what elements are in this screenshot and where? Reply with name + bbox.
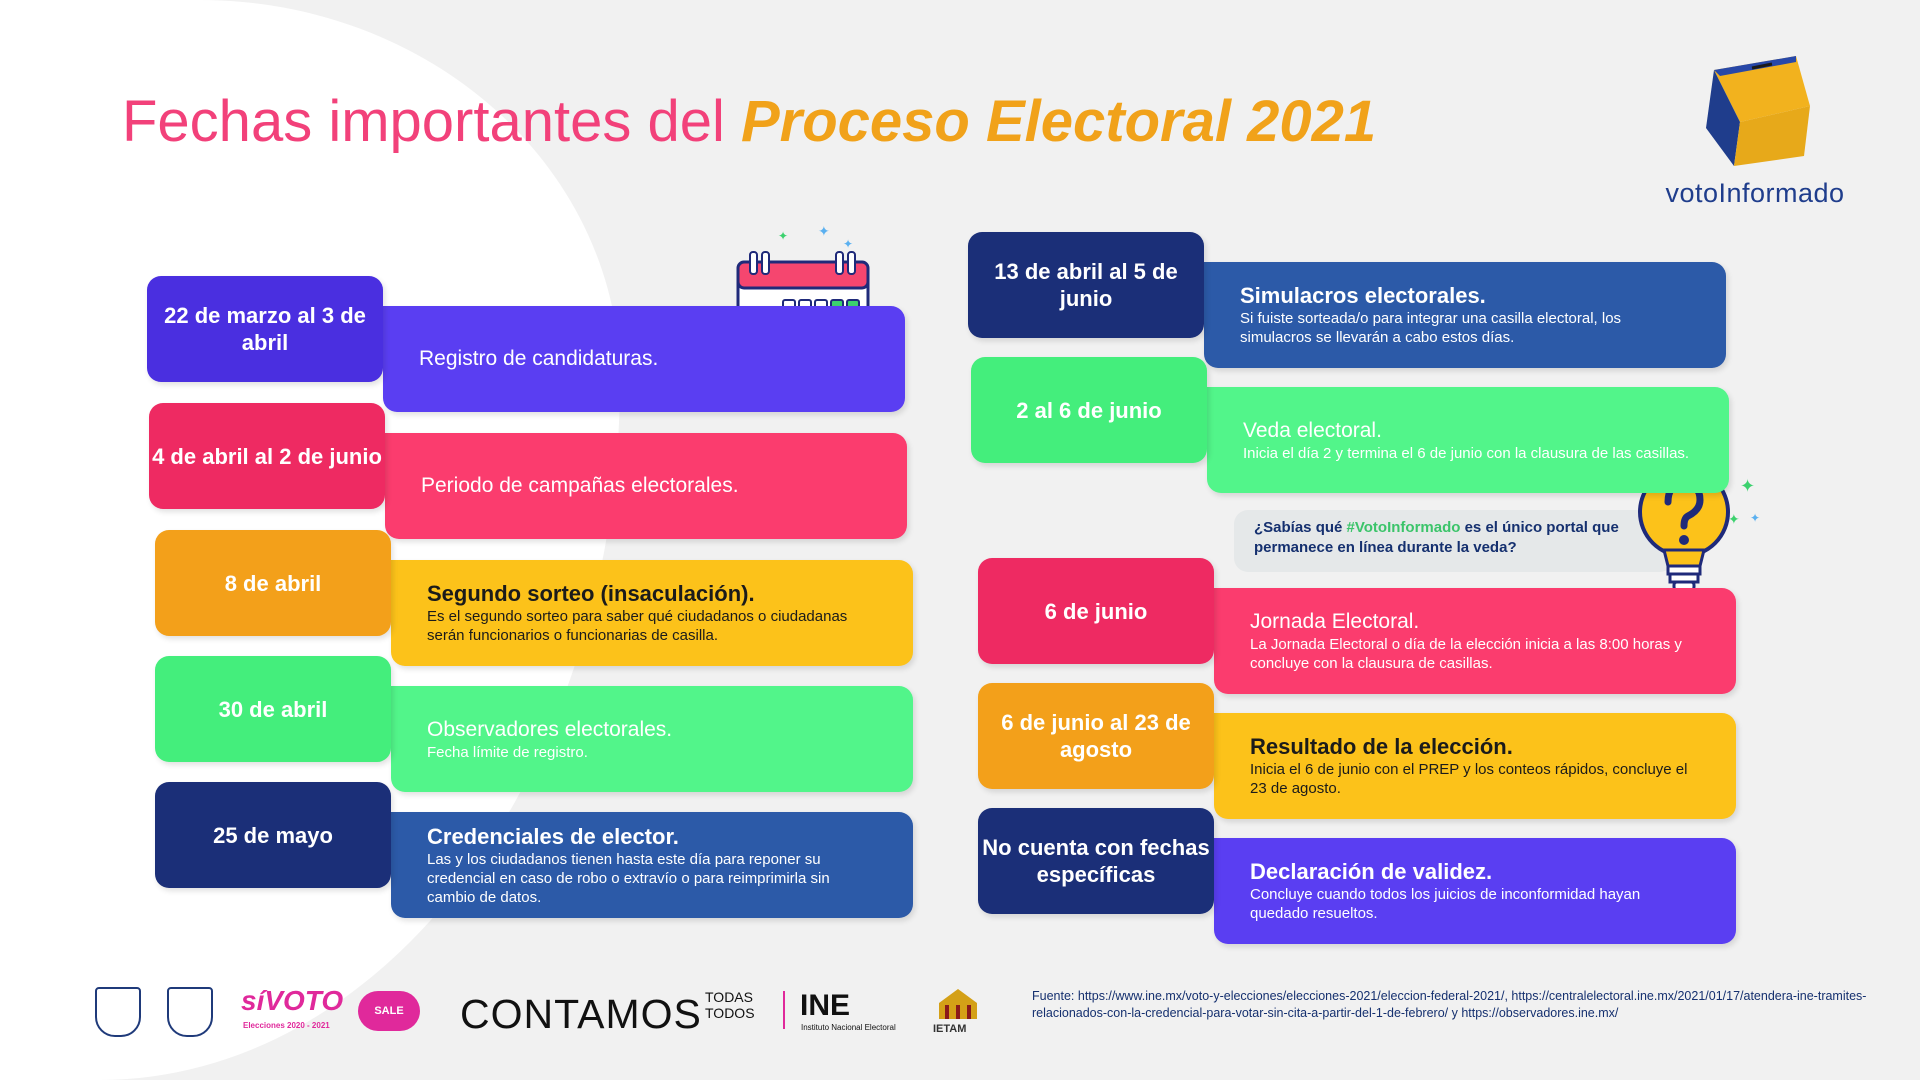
description-box (391, 560, 913, 666)
date-label: 6 de junio (978, 558, 1214, 664)
item-heading: Simulacros electorales. (1240, 283, 1486, 308)
title-part1: Fechas importantes del (122, 89, 741, 154)
item-body: La Jornada Electoral o día de la elección inicia a las 8:00 horas y concluye con la clausura de casillas. (1250, 636, 1682, 672)
description-box (391, 686, 913, 792)
item-body: Es el segundo sorteo para saber qué ciudadanos o ciudadanas serán funcionarios o funcionarias de casilla. (427, 608, 848, 644)
description-box (1214, 588, 1736, 694)
ietam-emblem-icon (935, 985, 981, 1021)
unam-shield-icon (95, 987, 141, 1037)
item-body: Si fuiste sorteada/o para integrar una casilla electoral, los simulacros se llevarán a cabo estos días. (1240, 310, 1622, 346)
ballot-box-icon (1700, 56, 1820, 166)
date-label: 25 de mayo (155, 782, 391, 888)
tip-hashtag: #VotoInformado (1346, 519, 1461, 536)
item-heading: Declaración de validez. (1250, 859, 1493, 884)
ietam-logo: IETAM (933, 1023, 967, 1035)
svg-text:✦: ✦ (843, 237, 854, 251)
description-box (385, 433, 907, 539)
svg-text:✦: ✦ (1728, 512, 1740, 528)
item-heading: Jornada Electoral. (1250, 610, 1420, 633)
date-label: 13 de abril al 5 de junio (968, 232, 1204, 338)
item-body: Las y los ciudadanos tienen hasta este día para reponer su credencial en caso de robo o extravío o para reimprimirla sin cambio de datos. (427, 850, 830, 906)
item-body: Fecha límite de registro. (427, 743, 588, 761)
description-box (391, 812, 913, 918)
si-voto-logo: síVOTO (241, 985, 344, 1016)
title-highlight: Proceso Electoral 2021 (740, 89, 1377, 154)
ine-subtitle: Instituto Nacional Electoral (801, 1023, 896, 1032)
item-heading: Periodo de campañas electorales. (421, 474, 739, 497)
contamos-logo: CONTAMOS (460, 991, 702, 1037)
date-label: No cuenta con fechas específicas (978, 808, 1214, 914)
svg-text:✦: ✦ (1750, 511, 1761, 525)
item-heading: Credenciales de elector. (427, 823, 679, 849)
item-heading: Observadores electorales. (427, 717, 673, 741)
date-label: 8 de abril (155, 530, 391, 636)
divider (783, 991, 785, 1029)
item-body: Concluye cuando todos los juicios de inconformidad hayan quedado resueltos. (1250, 886, 1641, 922)
item-heading: Registro de candidaturas. (419, 347, 659, 370)
voto-sale-logo: SALE (358, 991, 420, 1031)
date-label: 4 de abril al 2 de junio (149, 403, 385, 509)
source-citation: Fuente: https://www.ine.mx/voto-y-elecciones/elecciones-2021/eleccion-federal-2021/, https://centralelectoral.ine.mx/2021/01/17/atendera-ine-tramites-relacionados-con-la-credencial-para-votar-sin-cita-a-partir-del-1-de-febrero/ y https://observadores.ine.mx/ (1032, 989, 1867, 1020)
contamos-sub-line1: TODAS (705, 989, 753, 1005)
did-you-know-tip (1234, 510, 1674, 572)
date-label: 2 al 6 de junio (971, 357, 1207, 463)
svg-text:✦: ✦ (778, 229, 789, 243)
date-label: 6 de junio al 23 de agosto (978, 683, 1214, 789)
description-box (1214, 713, 1736, 819)
item-body: Inicia el día 2 y termina el 6 de junio con la clausura de las casillas. (1243, 444, 1690, 462)
description-box (1207, 387, 1729, 493)
tip-text-end: es el único portal que permanece en línea durante la veda? (1254, 519, 1619, 556)
svg-text:✦: ✦ (818, 224, 830, 240)
contamos-subtitle (705, 989, 755, 1021)
date-label: 30 de abril (155, 656, 391, 762)
description-box (1204, 262, 1726, 368)
si-voto-subtitle: Elecciones 2020 - 2021 (243, 1021, 330, 1030)
tip-text-start: ¿Sabías qué (1254, 519, 1347, 536)
item-heading: Segundo sorteo (insaculación). (427, 581, 755, 606)
date-label: 22 de marzo al 3 de abril (147, 276, 383, 382)
page-title (122, 88, 1376, 155)
voto-informado-logo (1630, 56, 1910, 206)
svg-text:✦: ✦ (1740, 476, 1756, 497)
partner-logos (95, 985, 967, 1043)
item-heading: Veda electoral. (1243, 418, 1382, 442)
brand-name: votoInformado (1665, 178, 1845, 208)
item-heading: Resultado de la elección. (1250, 734, 1513, 759)
description-box (1214, 838, 1736, 944)
ine-logo: INE (800, 989, 851, 1022)
contamos-sub-line2: TODOS (705, 1005, 755, 1021)
description-box (383, 306, 905, 412)
unam-shield-icon (167, 987, 213, 1037)
item-body: Inicia el 6 de junio con el PREP y los conteos rápidos, concluye el 23 de agosto. (1250, 761, 1688, 797)
